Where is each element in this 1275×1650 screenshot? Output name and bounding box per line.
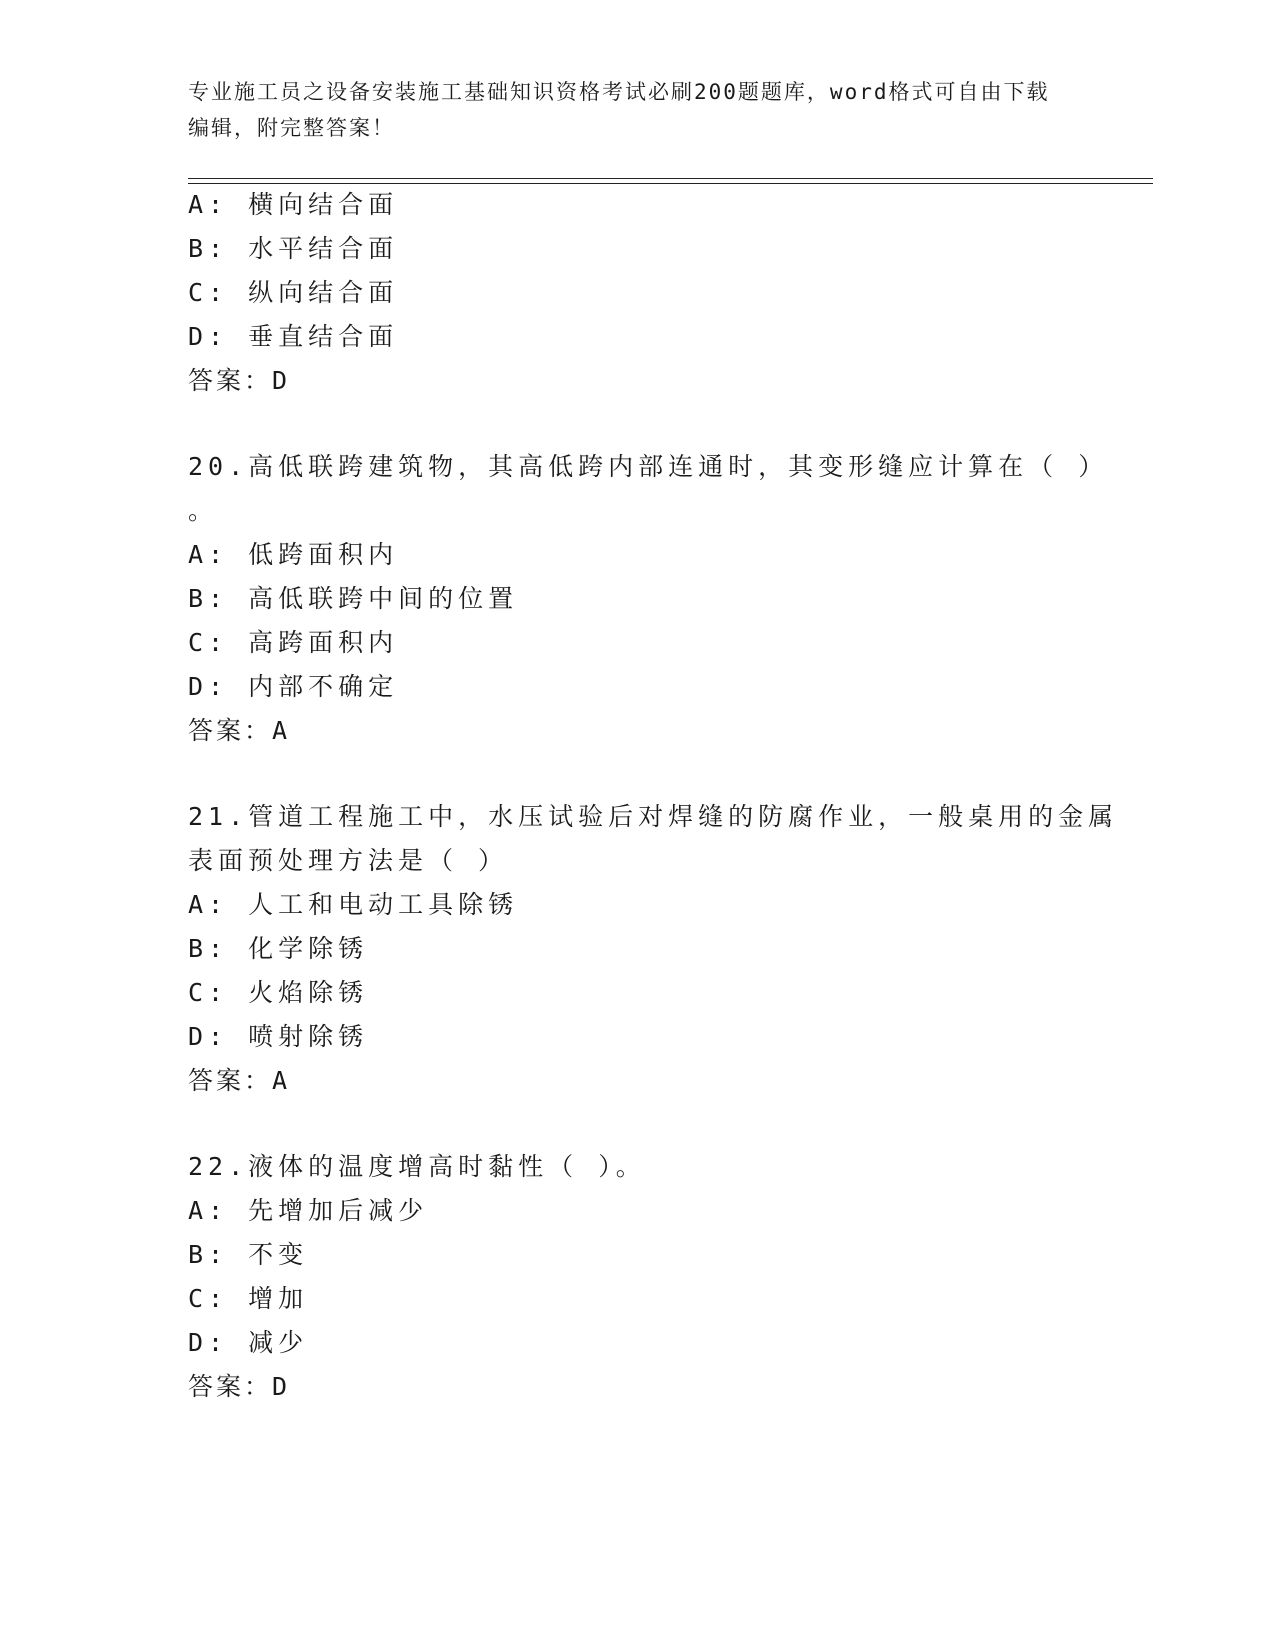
q20-answer: 答案：A <box>188 716 291 745</box>
question-22-text: 22.液体的温度增高时黏性（ ）。 <box>188 1152 646 1181</box>
q20-option-d: D: 内部不确定 <box>188 672 399 701</box>
question-21-text-cont: 表面预处理方法是（ ） <box>188 846 509 875</box>
option-d: D: 垂直结合面 <box>188 322 399 351</box>
option-a: A: 横向结合面 <box>188 190 399 219</box>
question-20-text-cont: 。 <box>188 496 219 525</box>
header-divider-bottom <box>188 183 1153 184</box>
answer-line: 答案：D <box>188 366 291 395</box>
q20-option-c: C: 高跨面积内 <box>188 628 399 657</box>
q22-option-d: D: 减少 <box>188 1328 309 1357</box>
q22-option-a: A: 先增加后减少 <box>188 1196 429 1225</box>
q22-answer: 答案：D <box>188 1372 291 1401</box>
q21-option-c: C: 火焰除锈 <box>188 978 369 1007</box>
option-c: C: 纵向结合面 <box>188 278 399 307</box>
q21-option-a: A: 人工和电动工具除锈 <box>188 890 519 919</box>
q20-option-b: B: 高低联跨中间的位置 <box>188 584 519 613</box>
question-20-text: 20.高低联跨建筑物，其高低跨内部连通时，其变形缝应计算在（ ） <box>188 452 1109 481</box>
option-b: B: 水平结合面 <box>188 234 399 263</box>
q21-option-b: B: 化学除锈 <box>188 934 369 963</box>
q22-option-c: C: 增加 <box>188 1284 309 1313</box>
document-header: 专业施工员之设备安装施工基础知识资格考试必刷200题题库，word格式可自由下载编辑，附完整答案！ <box>188 80 1050 140</box>
header-divider-top <box>188 178 1153 179</box>
q21-option-d: D: 喷射除锈 <box>188 1022 369 1051</box>
q22-option-b: B: 不变 <box>188 1240 309 1269</box>
q20-option-a: A: 低跨面积内 <box>188 540 399 569</box>
question-21-text: 21.管道工程施工中，水压试验后对焊缝的防腐作业，一般桌用的金属 <box>188 802 1119 831</box>
q21-answer: 答案：A <box>188 1066 291 1095</box>
